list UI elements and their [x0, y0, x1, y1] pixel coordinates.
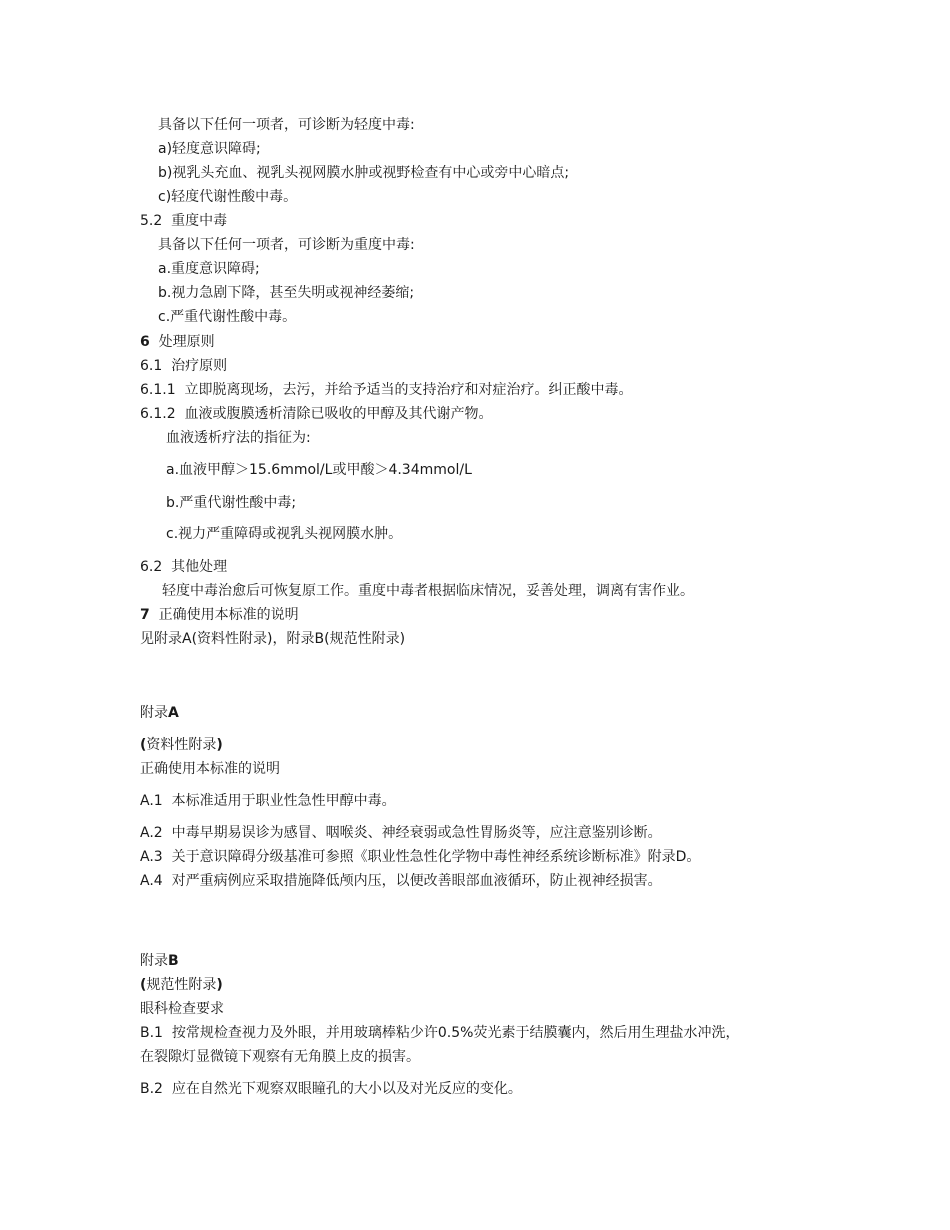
- mild-intro: 具备以下任何一项者，可诊断为轻度中毒:: [158, 117, 415, 133]
- appendix-a-item-1-num: A.1: [140, 793, 163, 809]
- dialysis-item-b: b.严重代谢性酸中毒;: [166, 495, 297, 511]
- appendix-b-title-letter: B: [168, 953, 179, 969]
- severe-item-b: b.视力急剧下降，甚至失明或视神经萎缩;: [158, 285, 415, 301]
- dialysis-intro: 血液透析疗法的指征为:: [166, 430, 311, 446]
- appendix-a-item-2: [140, 823, 662, 843]
- mild-item-b: b)视乳头充血、视乳头视网膜水肿或视野检查有中心或旁中心暗点;: [158, 165, 570, 181]
- appendix-b-item-1-cont: 在裂隙灯显微镜下观察有无角膜上皮的损害。: [140, 1049, 420, 1065]
- clause-6-2-text: 轻度中毒治愈后可恢复原工作。重度中毒者根据临床情况，妥善处理，调离有害作业。: [162, 583, 694, 599]
- heading-5-2-num: 5.2: [140, 213, 163, 229]
- appendix-b-item-2: [140, 1079, 522, 1099]
- heading-7: [140, 605, 299, 625]
- appendix-b-title: [140, 951, 179, 971]
- heading-5-2-title: 重度中毒: [171, 213, 228, 229]
- appendix-b-subtitle: 眼科检查要求: [140, 1001, 224, 1017]
- dialysis-item-a: a.血液甲醇＞15.6mmol/L或甲酸＞4.34mmol/L: [166, 462, 472, 478]
- appendix-a-item-3: [140, 847, 700, 867]
- appendix-a-type: [140, 735, 223, 755]
- mild-item-c: c)轻度代谢性酸中毒。: [158, 189, 298, 205]
- appendix-a-type-close: ): [216, 737, 223, 753]
- appendix-a-item-3-num: A.3: [140, 849, 163, 865]
- severe-intro: 具备以下任何一项者，可诊断为重度中毒:: [158, 237, 415, 253]
- heading-6-1-num: 6.1: [140, 358, 163, 374]
- appendix-b-item-2-text: 应在自然光下观察双眼瞳孔的大小以及对光反应的变化。: [171, 1081, 522, 1097]
- heading-6-2-num: 6.2: [140, 559, 163, 575]
- appendix-a-item-1: [140, 791, 396, 811]
- appendix-a-subtitle: 正确使用本标准的说明: [140, 761, 280, 777]
- heading-6-num: 6: [140, 334, 150, 350]
- clause-6-1-2-text: 血液或腹膜透析清除已吸收的甲醇及其代谢产物。: [184, 406, 493, 422]
- clause-6-1-1-num: 6.1.1: [140, 382, 176, 398]
- mild-item-a: a)轻度意识障碍;: [158, 141, 261, 157]
- heading-6: [140, 332, 215, 352]
- appendix-b-type-open: (: [140, 977, 147, 993]
- appendix-a-title: [140, 703, 179, 723]
- clause-6-1-1: [140, 380, 633, 400]
- section-7-text: 见附录A(资料性附录)，附录B(规范性附录): [140, 631, 406, 647]
- appendix-a-title-prefix: 附录: [140, 705, 168, 721]
- heading-6-2: [140, 557, 227, 577]
- appendix-b-item-1-num: B.1: [140, 1025, 163, 1041]
- appendix-b-title-prefix: 附录: [140, 953, 168, 969]
- appendix-b-type-close: ): [216, 977, 223, 993]
- appendix-a-item-3-text: 关于意识障碍分级基准可参照《职业性急性化学物中毒性神经系统诊断标准》附录D。: [171, 849, 701, 865]
- heading-6-1: [140, 356, 227, 376]
- appendix-b-item-2-num: B.2: [140, 1081, 163, 1097]
- appendix-a-type-open: (: [140, 737, 147, 753]
- heading-7-num: 7: [140, 607, 150, 623]
- clause-6-1-2: [140, 404, 493, 424]
- heading-6-2-title: 其他处理: [171, 559, 228, 575]
- appendix-a-item-4-num: A.4: [140, 873, 163, 889]
- dialysis-item-c: c.视力严重障碍或视乳头视网膜水肿。: [166, 526, 403, 542]
- appendix-b-type: [140, 975, 223, 995]
- appendix-a-item-2-num: A.2: [140, 825, 163, 841]
- heading-5-2: [140, 211, 227, 231]
- clause-6-1-1-text: 立即脱离现场，去污，并给予适当的支持治疗和对症治疗。纠正酸中毒。: [184, 382, 633, 398]
- severe-item-c: c.严重代谢性酸中毒。: [158, 309, 297, 325]
- heading-6-1-title: 治疗原则: [171, 358, 228, 374]
- heading-7-title: 正确使用本标准的说明: [158, 607, 299, 623]
- appendix-b-item-1: [140, 1023, 739, 1043]
- clause-6-1-2-num: 6.1.2: [140, 406, 176, 422]
- heading-6-title: 处理原则: [158, 334, 215, 350]
- appendix-b-item-1-text: 按常规检查视力及外眼，并用玻璃棒粘少许0.5%荧光素于结膜囊内，然后用生理盐水冲洗，: [171, 1025, 740, 1041]
- appendix-a-item-4-text: 对严重病例应采取措施降低颅内压，以便改善眼部血液循环，防止视神经损害。: [171, 873, 662, 889]
- appendix-a-item-2-text: 中毒早期易误诊为感冒、咽喉炎、神经衰弱或急性胃肠炎等，应注意鉴别诊断。: [171, 825, 662, 841]
- appendix-a-type-text: 资料性附录: [146, 737, 217, 753]
- appendix-a-item-4: [140, 871, 662, 891]
- appendix-a-item-1-text: 本标准适用于职业性急性甲醇中毒。: [171, 793, 396, 809]
- appendix-a-title-letter: A: [168, 705, 179, 721]
- severe-item-a: a.重度意识障碍;: [158, 261, 260, 277]
- appendix-b-type-text: 规范性附录: [146, 977, 217, 993]
